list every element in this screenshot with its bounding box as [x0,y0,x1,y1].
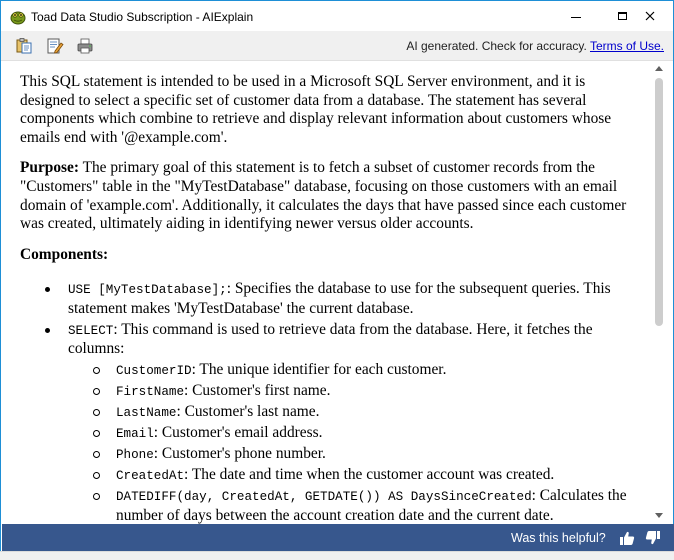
component-item-use [68,280,640,318]
scroll-down-arrow-icon[interactable] [655,513,663,518]
intro-paragraph: This SQL statement is intended to be used in a Microsoft SQL Server environment, and it is designed to select a specific set of customer data from a database. The statement has several components which combine to retrieve and display relevant information about customers whose emails end with '@example.com'. [20,73,612,146]
window-bottom-edge [0,551,674,560]
toolbar [1,31,673,61]
copy-icon[interactable] [15,37,33,55]
feedback-bar [2,524,674,552]
minimize-icon [571,17,581,18]
edit-icon[interactable] [46,37,64,55]
column-item [116,403,640,423]
disclaimer-text: AI generated. Check for accuracy. [406,39,590,53]
close-icon [645,11,655,21]
column-item [116,445,640,465]
purpose-paragraph [20,159,640,233]
column-text: : The date and time when the customer account was created. [184,466,555,484]
components-list [20,280,640,524]
column-item [116,487,640,524]
explanation-document [20,73,640,524]
maximize-icon [618,12,627,20]
column-item [116,382,640,402]
thumbs-up-icon[interactable] [619,530,635,546]
column-code: LastName [116,405,177,420]
purpose-text: The primary goal of this statement is to fetch a subset of customer records from the "Customers" table in the "MyTestDatabase" database, focusing on those customers with an email domain of 'example.com'. Additionally, it calculates the days that have passed since each customer was created, ultimately aiding in identifying newer versus older accounts. [20,159,627,233]
column-item [116,424,640,444]
column-code: Email [116,427,154,441]
column-code: CreatedAt [116,469,185,484]
column-text: : Customer's first name. [184,381,331,399]
explanation-pane [1,62,673,524]
column-code: FirstName [116,384,185,399]
column-text: : The unique identifier for each customer. [191,360,447,378]
column-code: DATEDIFF(day, CreatedAt, GETDATE()) AS DaysSinceCreated [116,490,532,505]
ai-disclaimer [406,39,664,53]
component-item-select [68,321,640,524]
column-item [116,361,640,381]
column-code: CustomerID [116,363,192,378]
column-text: : Customer's last name. [176,402,320,420]
column-text: : Calculates the number of days between the account creation date and the current date. [116,487,627,524]
column-code: Phone [116,448,154,463]
columns-list [68,361,640,524]
column-text: : Customer's phone number. [153,445,326,463]
scroll-up-arrow-icon[interactable] [655,66,663,71]
thumbs-down-icon[interactable] [645,530,661,546]
toad-app-icon [10,9,26,25]
purpose-label: Purpose: [20,159,79,177]
window-title: Toad Data Studio Subscription - AIExplain [31,10,254,24]
terms-of-use-link[interactable]: Terms of Use. [589,39,664,53]
helpful-prompt: Was this helpful? [511,531,606,545]
components-heading: Components: [20,245,109,263]
title-bar [1,1,673,31]
minimize-button[interactable] [553,1,599,31]
component-text: : This command is used to retrieve data from the database. Here, it fetches the columns: [68,320,593,358]
vertical-scrollbar[interactable] [651,62,668,524]
column-item [116,466,640,486]
component-code: SELECT [68,323,114,338]
component-code: USE [MyTestDatabase]; [68,283,227,298]
close-button[interactable] [627,1,673,31]
scrollbar-thumb[interactable] [655,78,663,326]
print-icon[interactable] [76,37,94,55]
component-text: : Specifies the database to use for the subsequent queries. This statement makes 'MyTestDatabase' the current database. [68,280,611,317]
column-text: : Customer's email address. [153,424,323,441]
